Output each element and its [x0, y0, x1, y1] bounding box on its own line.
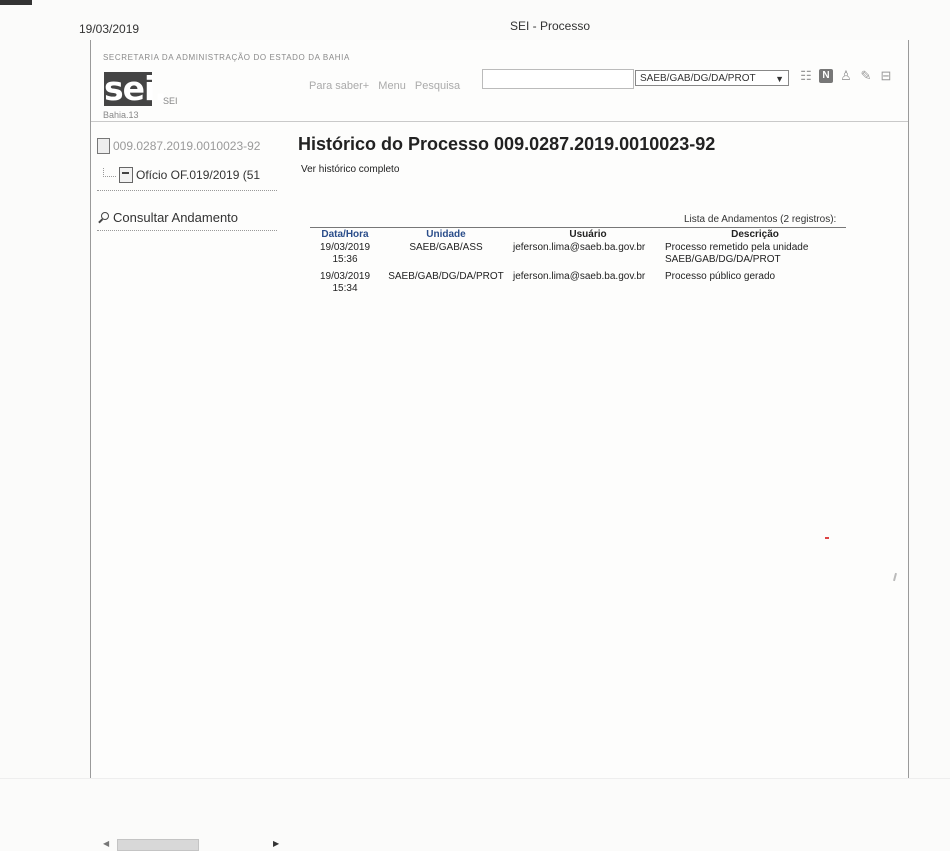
table-row: [310, 269, 846, 298]
user-icon[interactable]: ♙: [840, 68, 852, 83]
scroll-right-icon[interactable]: ▶: [273, 839, 280, 848]
cell-description-line: Processo remetido pela unidade: [665, 242, 809, 253]
sidebar-divider: [97, 190, 277, 192]
sidebar-scrollbar[interactable]: [101, 837, 280, 851]
consultar-label: Consultar Andamento: [113, 210, 239, 225]
search-input[interactable]: [482, 69, 634, 89]
table-row: [310, 240, 846, 269]
search-icon: [98, 212, 109, 223]
cell-description-line: SAEB/GAB/DG/DA/PROT: [665, 254, 781, 265]
exit-icon[interactable]: ⊟: [880, 68, 892, 83]
print-title: SEI - Processo: [510, 19, 591, 33]
full-history-link[interactable]: Ver histórico completo: [301, 164, 400, 175]
column-header-descricao[interactable]: Descrição: [731, 229, 779, 240]
cell-date: 19/03/2019: [319, 271, 371, 282]
cell-date-time: [310, 240, 380, 269]
sei-window: [90, 40, 909, 848]
logo-subtitle: SEI: [163, 96, 178, 106]
unit-select-value: SAEB/GAB/DG/DA/PROT: [640, 73, 756, 84]
cell-user[interactable]: jeferson.lima@saeb.ba.gov.br: [513, 271, 646, 282]
logo-caption: Bahia.13: [103, 110, 139, 120]
cell-time: 15:34: [332, 283, 358, 294]
sei-logo[interactable]: sei.: [104, 69, 166, 108]
top-links: [309, 80, 466, 92]
process-folder-icon: [97, 138, 110, 154]
display-icon[interactable]: ☷: [800, 68, 812, 83]
page-edge: [0, 778, 950, 779]
tree-branch-line: [103, 167, 116, 177]
link-para-saber[interactable]: Para saber+: [309, 80, 370, 92]
cell-unit[interactable]: SAEB/GAB/DG/DA/PROT: [388, 271, 504, 282]
cell-description: [664, 240, 846, 269]
org-name: SECRETARIA DA ADMINISTRAÇÃO DO ESTADO DA BAHIA: [103, 53, 350, 62]
scan-mark: [825, 537, 829, 539]
scan-artifact: [0, 0, 32, 5]
cell-user[interactable]: jeferson.lima@saeb.ba.gov.br: [513, 242, 646, 253]
cell-description: [664, 269, 846, 298]
table-header-row: [310, 228, 846, 241]
column-header-unidade[interactable]: Unidade: [426, 229, 466, 240]
scroll-left-icon[interactable]: ◀: [103, 839, 110, 848]
tree-document[interactable]: [103, 167, 279, 183]
cell-time: 15:36: [332, 254, 358, 265]
table-caption: Lista de Andamentos (2 registros):: [684, 214, 837, 225]
page-title: Histórico do Processo 009.0287.2019.0010023-92: [298, 134, 716, 154]
sidebar: [91, 122, 285, 848]
consultar-andamento-link[interactable]: [98, 210, 238, 225]
print-date: 19/03/2019: [79, 22, 140, 36]
scroll-thumb[interactable]: [117, 839, 199, 851]
sidebar-divider: [97, 230, 277, 232]
link-pesquisa[interactable]: Pesquisa: [414, 80, 461, 92]
cell-description-line: Processo público gerado: [665, 271, 776, 282]
column-header-usuario[interactable]: Usuário: [569, 229, 607, 240]
cell-unit[interactable]: SAEB/GAB/ASS: [409, 242, 483, 253]
link-menu[interactable]: Menu: [378, 80, 406, 92]
column-header-data-hora[interactable]: Data/Hora: [321, 229, 369, 240]
pdf-document-icon: [119, 167, 133, 183]
tree-process-number: 009.0287.2019.0010023-92: [113, 139, 261, 153]
tree-document-label: Ofício OF.019/2019 (51: [136, 168, 261, 182]
unit-select[interactable]: [635, 70, 789, 86]
tree-process[interactable]: [97, 138, 260, 154]
scan-mark: [893, 573, 897, 581]
toolbar: [799, 69, 893, 83]
cell-date-time: [310, 269, 380, 298]
andamentos-table: [310, 227, 846, 298]
cell-date: 19/03/2019: [319, 242, 371, 253]
note-icon[interactable]: N: [819, 69, 833, 83]
dropdown-arrow-icon: ▼: [775, 74, 784, 84]
tool-icon[interactable]: ✎: [860, 68, 872, 83]
